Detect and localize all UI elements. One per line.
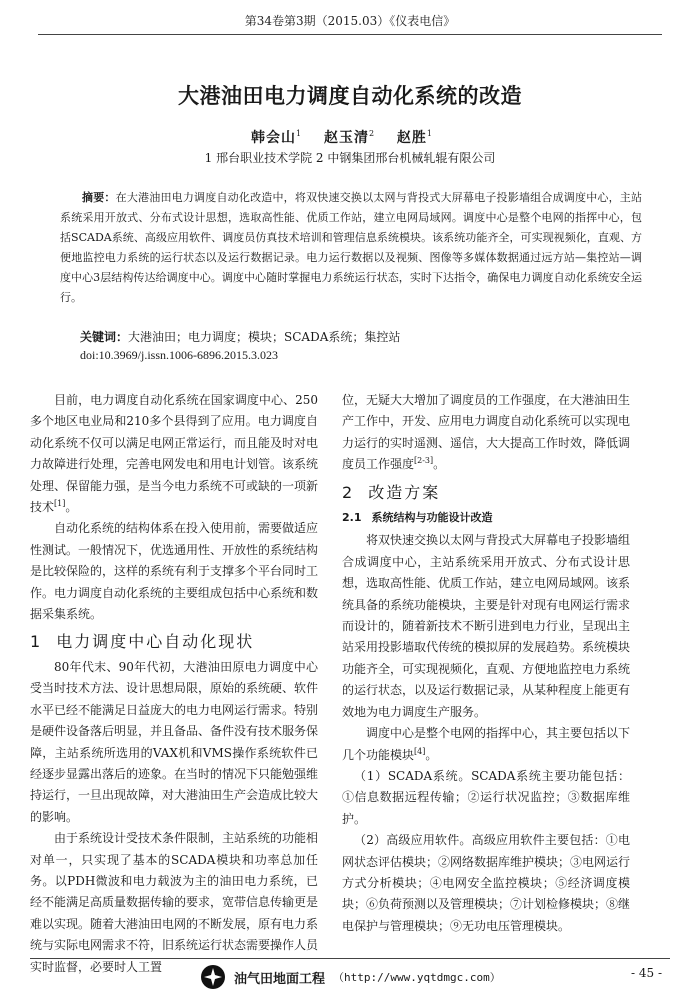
journal-url[interactable]: （http://www.yqtdmgc.com） bbox=[333, 971, 501, 984]
author-list bbox=[0, 127, 700, 147]
body-paragraph: 80年代末、90年代初，大港油田原电力调度中心受当时技术方法、设计思想局限，原始的系统硬、软件水平已经不能满足日益庞大的电力电网运行需求。特别是硬件设备落后明显，并且备品、备件没有技术服务保障，主站系统所选用的VAX机和VMS操作系统软件已经逐步显露出落后的迹象。在当时的情况下只能勉强维持运行，一旦出现故障，对大港油田生产会造成比较大的影响。 bbox=[30, 659, 319, 824]
doi: doi:10.3969/j.issn.1006-6896.2015.3.023 bbox=[80, 348, 279, 362]
subsection-heading bbox=[342, 507, 630, 528]
author-name: 赵玉清 bbox=[323, 130, 369, 146]
subsection-number: 2.1 bbox=[342, 511, 362, 525]
affiliations: 1 邢台职业技术学院 2 中钢集团邢台机械轧辊有限公司 bbox=[204, 151, 496, 165]
list-item: （2）高级应用软件。高级应用软件主要包括：①电网状态评估模块；②网络数据库维护模块；③电网运行方式分析模块；④电网安全监控模块；⑤经济调度模块；⑥负荷预测以及管理模块；⑦计划检修模块；⑧继电保护与管理模块；⑨无功电压管理模块。 bbox=[342, 833, 631, 933]
section-number: 1 bbox=[30, 632, 43, 652]
author-name: 赵胜 bbox=[396, 130, 427, 146]
footer-rule bbox=[30, 958, 670, 959]
left-column bbox=[30, 390, 318, 978]
paper-title: 大港油田电力调度自动化系统的改造 bbox=[178, 84, 522, 108]
section-number: 2 bbox=[342, 482, 355, 502]
affiliation-mark: 2 bbox=[368, 129, 376, 139]
journal-name: 油气田地面工程 bbox=[234, 971, 326, 987]
section-title: 电力调度中心自动化现状 bbox=[56, 632, 255, 652]
page-number: - 45 - bbox=[630, 966, 662, 980]
header-rule bbox=[38, 34, 662, 35]
citation: [2-3] bbox=[414, 456, 434, 466]
right-column bbox=[342, 390, 630, 937]
author-name: 韩会山 bbox=[250, 130, 296, 146]
body-paragraph: 调度中心是整个电网的指挥中心，其主要包括以下几个功能模块[4]。 bbox=[342, 726, 631, 762]
body-paragraph-continued: 位，无疑大大增加了调度员的工作强度，在大港油田生产工作中，开发、应用电力调度自动化系统可以实现电力运行的实时遥测、遥信，大大提高工作时效，降低调度员工作强度[2-3]。 bbox=[342, 393, 631, 472]
abstract-text: 在大港油田电力调度自动化改造中，将双快速交换以太网与背投式大屏幕电子投影墙组合成调度中心，主站系统采用开放式、分布式设计思想，选取高性能、优质工作站，建立电网局域网。调度中心是整个电网的指挥中心，包括SCADA系统、高级应用软件、调度员仿真技术培训和管理信息系统模块。该系统功能齐全，可实现视频化，直观、方便地监控电力系统的运行状态以及运行数据记录。电力运行数据以及视频、图像等多媒体数据通过远方站—集控站—调度中心3层结构传达给调度中心。调度中心随时掌握电力系统运行状态，实时下达指令，确保电力调度自动化系统安全运行。 bbox=[60, 191, 643, 304]
affiliation-mark: 1 bbox=[295, 129, 303, 139]
abstract bbox=[60, 188, 642, 308]
body-paragraph: 目前，电力调度自动化系统在国家调度中心、250多个地区电业局和210多个县得到了应用。电力调度自动化系统不仅可以满足电网正常运行，而且能及时对电力故障进行处理，完善电网发电和用电计划管。该系统处理、保留能力强，是当今电力系统不可或缺的一项新技术[1]。 bbox=[30, 393, 319, 515]
list-item: （1）SCADA系统。SCADA系统主要功能包括：①信息数据远程传输；②运行状况监控；③数据库维护。 bbox=[342, 768, 630, 826]
footer bbox=[200, 964, 501, 990]
keywords-text: 大港油田；电力调度；模块；SCADA系统；集控站 bbox=[128, 330, 401, 344]
affiliation-mark: 1 bbox=[426, 129, 434, 139]
body-paragraph: 自动化系统的结构体系在投入使用前，需要做适应性测试。一般情况下，优选通用性、开放性的系统结构是比较保险的，这样的系统有利于支撑多个平台同时工作。电力调度自动化系统的主要组成包括中心系统和数据采集系统。 bbox=[30, 521, 319, 622]
running-header: 第34卷第3期（2015.03）《仪表电信》 bbox=[244, 14, 456, 28]
citation: [4] bbox=[414, 746, 426, 756]
body-paragraph: 由于系统设计受技术条件限制，主站系统的功能相对单一，只实现了基本的SCADA模块和功率总加任务。以PDH微波和电力载波为主的油田电力系统，已经不能满足高质量数据传输的要求，宽带信息传输更是难以实现。随着大港油田电网的不断发展，原有电力系统与实际电网需求不符，旧系统运行状态需要操作人员实时监督，必要时人工置 bbox=[30, 831, 319, 974]
section-title: 改造方案 bbox=[368, 482, 441, 502]
keywords-label: 关键词： bbox=[80, 330, 129, 344]
keywords bbox=[80, 328, 400, 345]
abstract-label: 摘要： bbox=[82, 191, 116, 204]
journal-logo-icon bbox=[200, 964, 226, 990]
section-heading bbox=[342, 482, 630, 503]
citation: [1] bbox=[54, 499, 66, 509]
body-paragraph: 将双快速交换以太网与背投式大屏幕电子投影墙组合成调度中心，主站系统采用开放式、分布式设计思想，选取高性能、优质工作站，建立电网局域网。该系统具备的系统功能模块，主要是针对现有电网运行需求而设计的，随着新技术不断引进到电力行业，呈现出主站采用投影墙取代传统的模拟屏的发展趋势。系统模块功能齐全，可实现视频化，直观、方便地监控电力系统的运行状态，以及运行数据记录，从某种程度上能更有效地为电力调度生产服务。 bbox=[342, 533, 631, 719]
subsection-title: 系统结构与功能设计改造 bbox=[371, 511, 493, 525]
section-heading bbox=[30, 631, 318, 652]
